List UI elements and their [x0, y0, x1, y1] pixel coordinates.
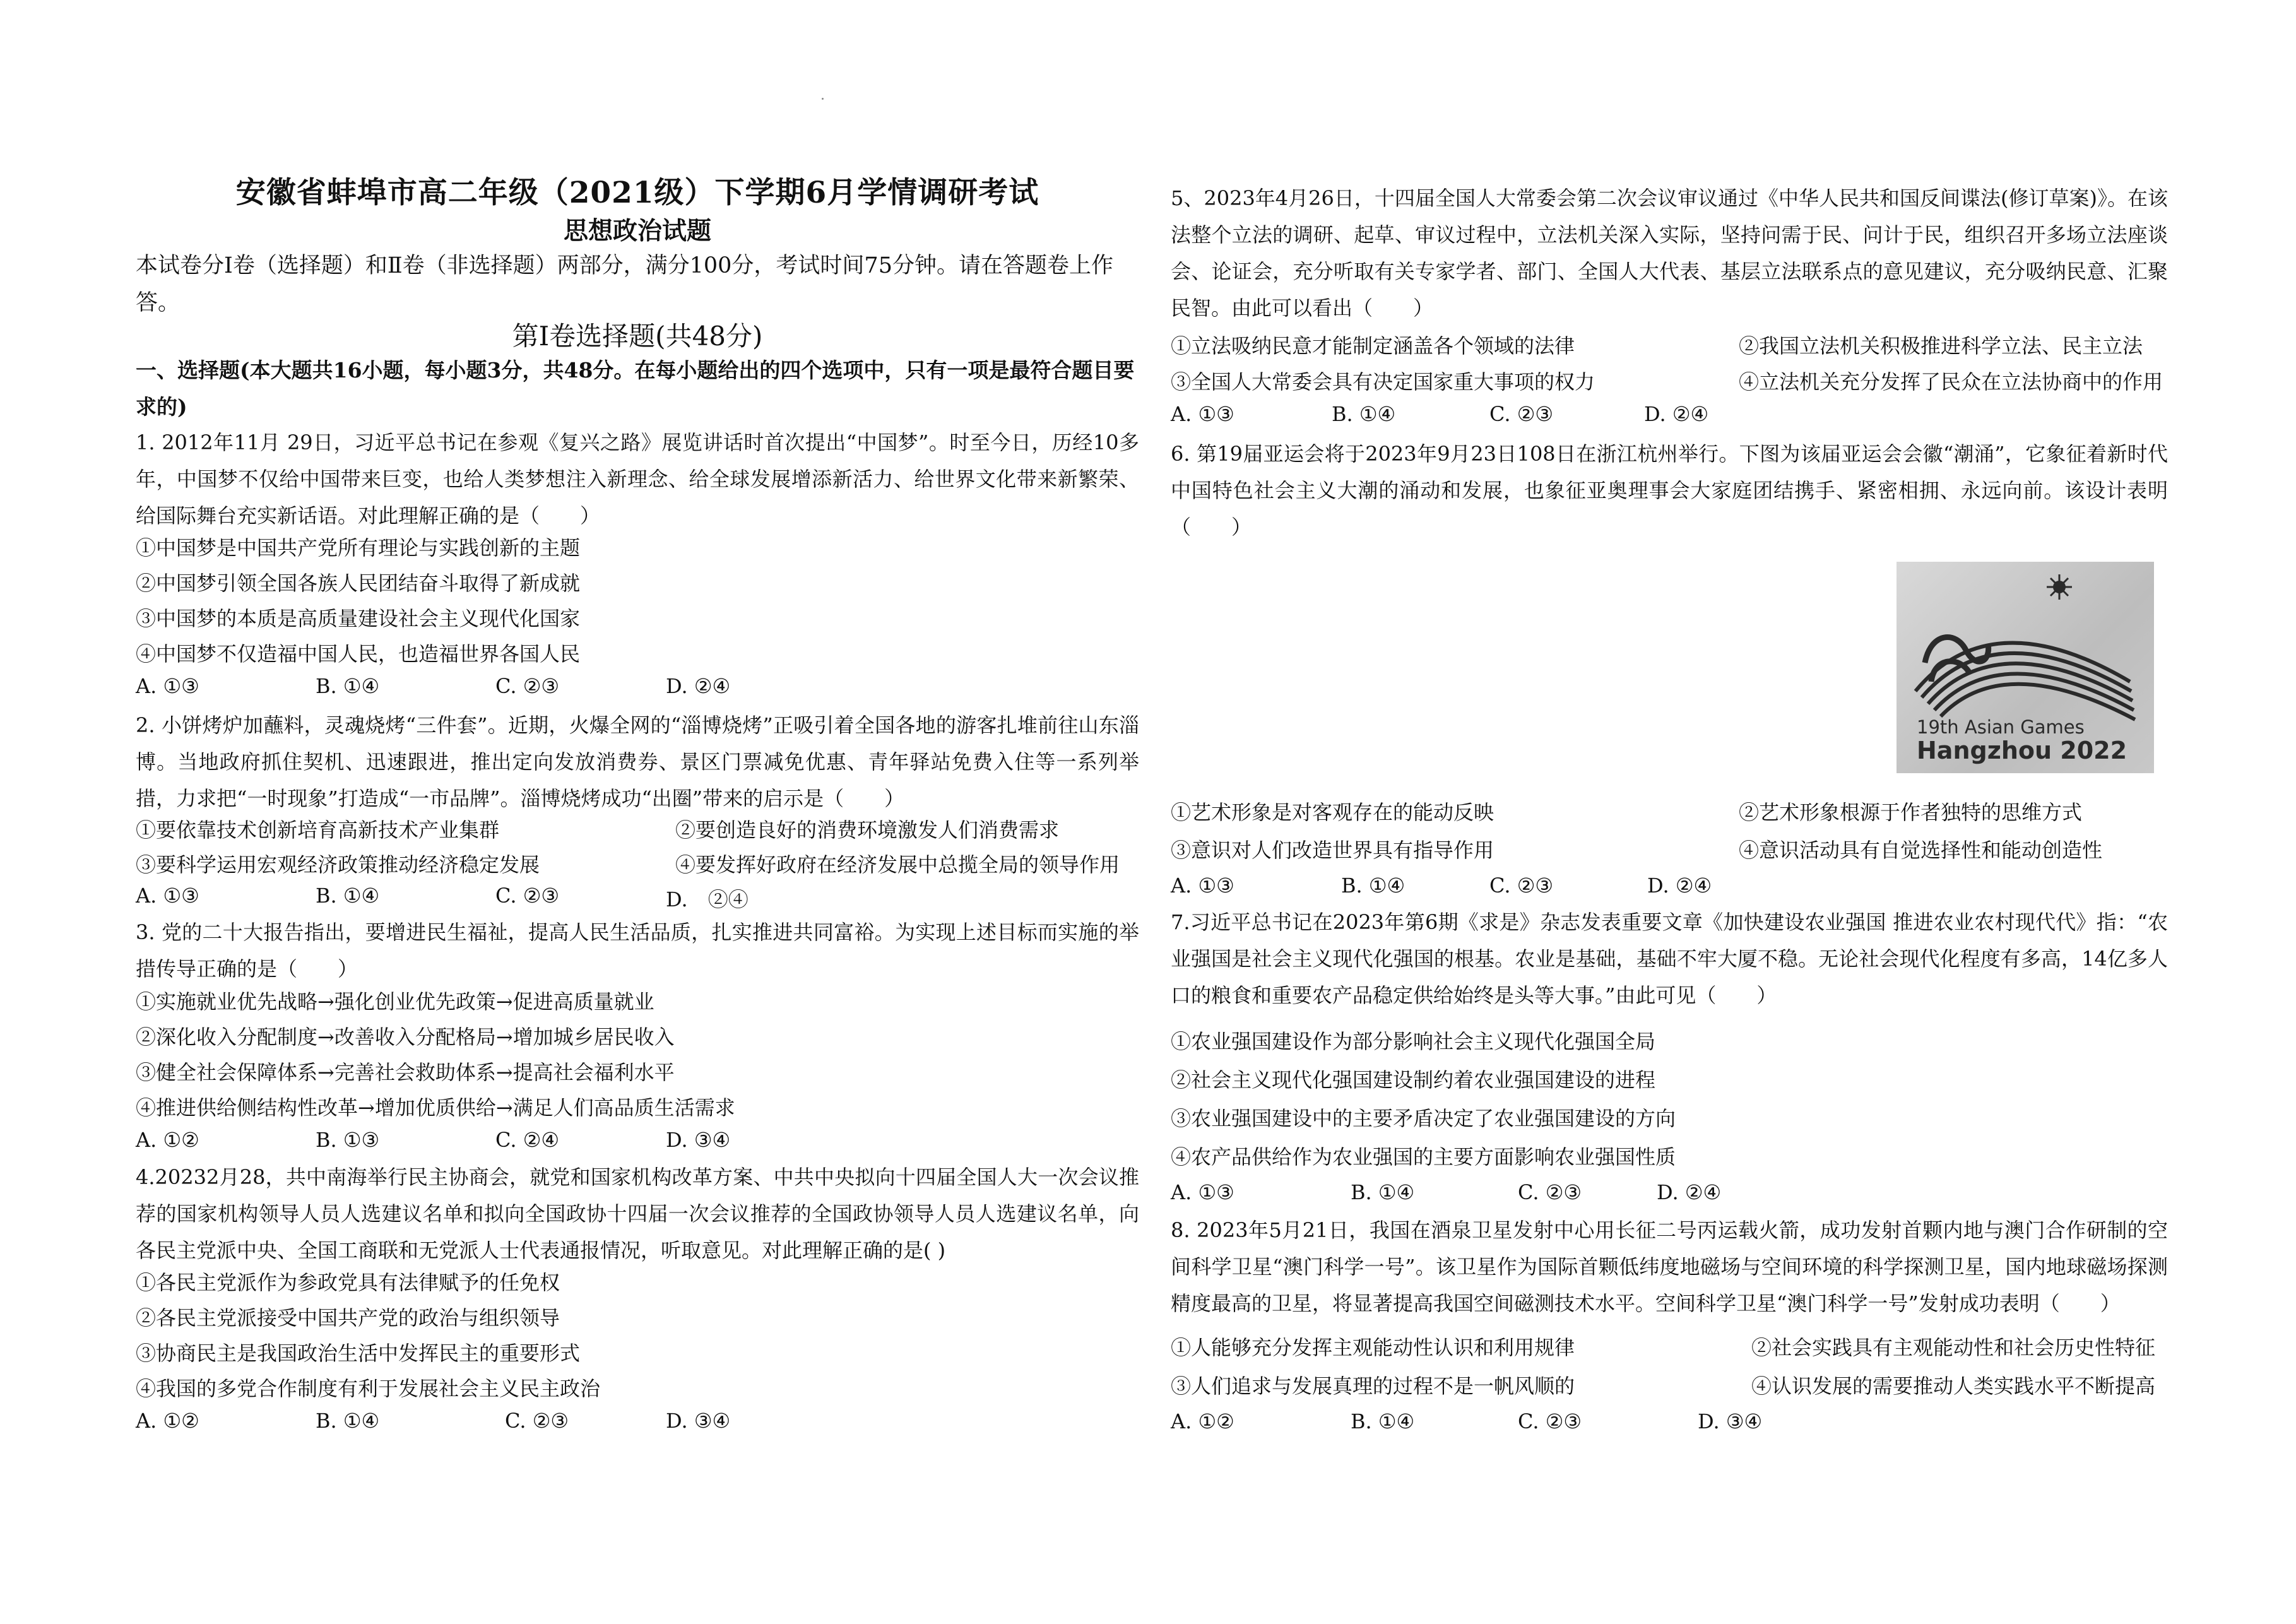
q3-option-b: B. ①③ [316, 1128, 380, 1152]
q2-stem: 2. 小饼烤炉加蘸料，灵魂烧烤“三件套”。近期，火爆全网的“淄博烧烤”正吸引着全国各地的游客扎堆前往山东淄博。当地政府抓住契机、迅速跟进，推出定向发放消费券、景区门票减免优惠、青年驿站免费入住等一系列举措，力求把“一时现象”打造成“一市品牌”。淄博烧烤成功“出圈”带来的启示是（ ） [136, 713, 1139, 810]
q7-statement-2: ②社会主义现代化强国建设制约着农业强国建设的进程 [1171, 1068, 1656, 1092]
q4-stem: 4.20232月28，共中南海举行民主协商会，就党和国家机构改革方案、中共中央拟向十四届全国人大一次会议推荐的国家机构领导人员人选建议名单和拟向全国政协十四届一次会议推荐的全国政协领导人员人选建议名单，向各民主党派中央、全国工商联和无党派人士代表通报情况，听取意见。对此理解正确的是( ) [136, 1165, 1139, 1262]
q8-option-d: D. ③④ [1698, 1409, 1763, 1433]
q1-statement-3: ③中国梦的本质是高质量建设社会主义现代化国家 [136, 607, 581, 631]
q2-statement-4: ④要发挥好政府在经济发展中总揽全局的领导作用 [675, 853, 1120, 877]
q7-statement-3: ③农业强国建设中的主要矛盾决定了农业强国建设的方向 [1171, 1106, 1676, 1130]
q3-stem: 3. 党的二十大报告指出，要增进民生福祉，提高人民生活品质，扎实推进共同富裕。为实现上述目标而实施的举措传导正确的是（ ） [136, 920, 1139, 981]
q1-statement-2: ②中国梦引领全国各族人民团结奋斗取得了新成就 [136, 571, 581, 595]
q8-option-a: A. ①② [1171, 1409, 1234, 1433]
q6-statement-1: ①艺术形象是对客观存在的能动反映 [1171, 800, 1494, 824]
q8-option-c: C. ②③ [1518, 1409, 1582, 1433]
scan-speck [822, 98, 824, 100]
q1-option-d: D. ②④ [666, 674, 731, 698]
q6-statement-4: ④意识活动具有自觉选择性和能动创造性 [1739, 838, 2103, 862]
exam-subtitle: 思想政治试题 [563, 216, 711, 246]
q8-statement-2: ②社会实践具有主观能动性和社会历史性特征 [1751, 1336, 2156, 1360]
q1-option-c: C. ②③ [495, 674, 560, 698]
q8-option-b: B. ①④ [1351, 1409, 1415, 1433]
q4-statement-1: ①各民主党派作为参政党具有法律赋予的任免权 [136, 1271, 560, 1295]
q6-statement-3: ③意识对人们改造世界具有指导作用 [1171, 838, 1494, 862]
q2-option-a: A. ①③ [136, 884, 199, 908]
q3-statement-2: ②深化收入分配制度→改善收入分配格局→增加城乡居民收入 [136, 1025, 675, 1049]
q7-option-c: C. ②③ [1518, 1180, 1582, 1204]
q8-statement-4: ④认识发展的需要推动人类实践水平不断提高 [1751, 1374, 2156, 1398]
q6-option-a: A. ①③ [1171, 874, 1234, 898]
q7-statement-1: ①农业强国建设作为部分影响社会主义现代化强国全局 [1171, 1029, 1656, 1053]
q7-option-a: A. ①③ [1171, 1180, 1234, 1204]
q5-statement-3: ③全国人大常委会具有决定国家重大事项的权力 [1171, 370, 1595, 394]
q1-statement-4: ④中国梦不仅造福中国人民，也造福世界各国人民 [136, 642, 581, 666]
q3-statement-1: ①实施就业优先战略→强化创业优先政策→促进高质量就业 [136, 990, 654, 1014]
section-instruction: 一、选择题(本大题共16小题，每小题3分，共48分。在每小题给出的四个选项中，只有一项是最符合题目要求的) [136, 358, 1135, 419]
q1-statement-1: ①中国梦是中国共产党所有理论与实践创新的主题 [136, 536, 581, 560]
q5-option-b: B. ①④ [1332, 402, 1396, 426]
q8-stem: 8. 2023年5月21日，我国在酒泉卫星发射中心用长征二号丙运载火箭，成功发射首颗内地与澳门合作研制的空间科学卫星“澳门科学一号”。该卫星作为国际首颗低纬度地磁场与空间环境的科学探测卫星，国内地球磁场探测精度最高的卫星，将显著提高我国空间磁测技术水平。空间科学卫星“澳门科学一号”发射成功表明（ ） [1171, 1218, 2168, 1315]
q6-statement-2: ②艺术形象根源于作者独特的思维方式 [1739, 800, 2083, 824]
q1-option-b: B. ①④ [316, 674, 380, 698]
q3-statement-3: ③健全社会保障体系→完善社会救助体系→提高社会福利水平 [136, 1060, 675, 1084]
q6-option-d: D. ②④ [1647, 874, 1712, 898]
asian-games-emblem [1897, 562, 2154, 773]
q5-option-d: D. ②④ [1644, 402, 1709, 426]
q1-stem: 1. 2012年11月 29日，习近平总书记在参观《复兴之路》展览讲话时首次提出“中国梦”。时至今日，历经10多年，中国梦不仅给中国带来巨变，也给人类梦想注入新理念、给全球发展增添新活力、给世界文化带来新繁荣、给国际舞台充实新话语。对此理解正确的是（ ） [136, 430, 1139, 528]
q4-option-a: A. ①② [136, 1409, 199, 1433]
q8-statement-3: ③人们追求与发展真理的过程不是一帆风顺的 [1171, 1374, 1575, 1398]
q2-statement-2: ②要创造良好的消费环境激发人们消费需求 [675, 818, 1060, 842]
q7-option-d: D. ②④ [1657, 1180, 1722, 1204]
exam-title: 安徽省蚌埠市高二年级（2021级）下学期6月学情调研考试 [235, 175, 1039, 210]
emblem-text-line2: Hangzhou 2022 [1917, 737, 2127, 764]
q5-option-c: C. ②③ [1489, 402, 1554, 426]
q4-option-b: B. ①④ [316, 1409, 380, 1433]
q4-option-d: D. ③④ [666, 1409, 731, 1433]
q4-option-c: C. ②③ [505, 1409, 569, 1433]
q6-stem: 6. 第19届亚运会将于2023年9月23日108日在浙江杭州举行。下图为该届亚运会会徽“潮涌”，它象征着新时代中国特色社会主义大潮的涌动和发展，也象征亚奥理事会大家庭团结携手、紧密相拥、永远向前。该设计表明（ ） [1171, 442, 2168, 539]
q7-stem: 7.习近平总书记在2023年第6期《求是》杂志发表重要文章《加快建设农业强国 推进农业农村现代代》指：“农业强国是社会主义现代化强国的根基。农业是基础，基础不牢大厦不稳。无论社会现代化程度有多高，14亿多人口的粮食和重要农产品稳定供给始终是头等大事。”由此可见（ ） [1171, 910, 2168, 1007]
q3-option-c: C. ②④ [495, 1128, 560, 1152]
q7-statement-4: ④农产品供给作为农业强国的主要方面影响农业强国性质 [1171, 1145, 1676, 1169]
section-heading: 第Ⅰ卷选择题(共48分) [512, 321, 763, 352]
q2-option-d: D. ②④ [666, 887, 749, 911]
q6-option-b: B. ①④ [1341, 874, 1405, 898]
q5-statement-1: ①立法吸纳民意才能制定涵盖各个领域的法律 [1171, 334, 1575, 358]
q6-option-c: C. ②③ [1489, 874, 1554, 898]
q5-stem: 5、2023年4月26日，十四届全国人大常委会第二次会议审议通过《中华人民共和国反间谍法(修订草案)》。在该法整个立法的调研、起草、审议过程中，立法机关深入实际，坚持问需于民、问计于民，组织召开多场立法座谈会、论证会，充分听取有关专家学者、部门、全国人大代表、基层立法联系点的意见建议，充分吸纳民意、汇聚民智。由此可以看出（ ） [1171, 186, 2168, 320]
q5-statement-4: ④立法机关充分发挥了民众在立法协商中的作用 [1739, 370, 2163, 394]
q4-statement-4: ④我国的多党合作制度有利于发展社会主义民主政治 [136, 1377, 601, 1401]
q2-statement-1: ①要依靠技术创新培育高新技术产业集群 [136, 818, 500, 842]
q3-option-a: A. ①② [136, 1128, 199, 1152]
q4-statement-2: ②各民主党派接受中国共产党的政治与组织领导 [136, 1306, 560, 1330]
q3-statement-4: ④推进供给侧结构性改革→增加优质供给→满足人们高品质生活需求 [136, 1096, 735, 1120]
q1-option-a: A. ①③ [136, 674, 199, 698]
q2-option-b: B. ①④ [316, 884, 380, 908]
q2-statement-3: ③要科学运用宏观经济政策推动经济稳定发展 [136, 853, 540, 877]
q7-option-b: B. ①④ [1351, 1180, 1415, 1204]
q5-statement-2: ②我国立法机关积极推进科学立法、民主立法 [1739, 334, 2143, 358]
q4-statement-3: ③协商民主是我国政治生活中发挥民主的重要形式 [136, 1341, 581, 1365]
emblem-text-line1: 19th Asian Games [1917, 716, 2085, 738]
sun-icon [2047, 574, 2072, 600]
q3-option-d: D. ③④ [666, 1128, 731, 1152]
q2-option-c: C. ②③ [495, 884, 560, 908]
emblem-graphic [1897, 562, 2154, 773]
tide-icon [1915, 643, 2135, 720]
q8-statement-1: ①人能够充分发挥主观能动性认识和利用规律 [1171, 1336, 1575, 1360]
wave-crest-icon [1925, 637, 1989, 682]
q5-option-a: A. ①③ [1171, 402, 1234, 426]
exam-intro: 本试卷分Ⅰ卷（选择题）和Ⅱ卷（非选择题）两部分，满分100分，考试时间75分钟。请在答题卷上作答。 [136, 253, 1113, 316]
